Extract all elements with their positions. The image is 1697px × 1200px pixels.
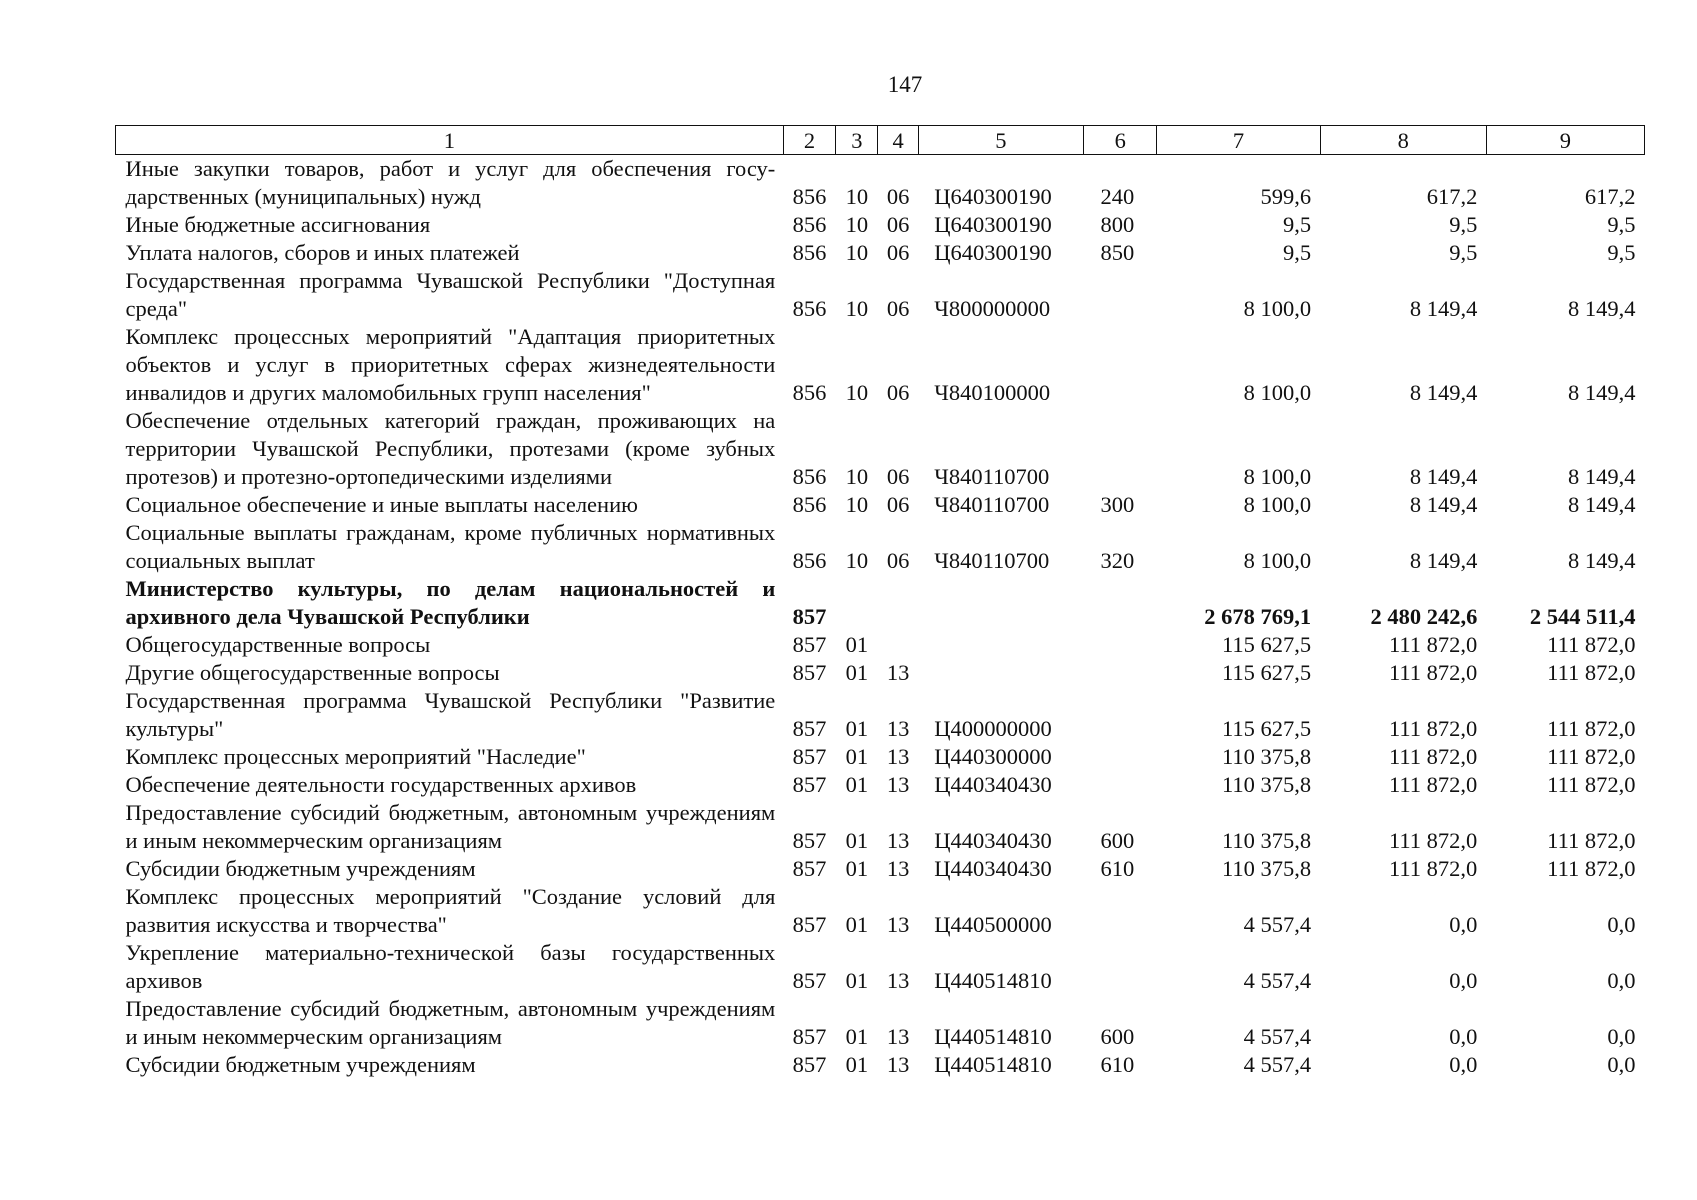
row-value-8: 9,5 [1449,240,1478,265]
row-code-5: Ц440500000 [934,912,1052,937]
table-row [116,155,1645,212]
row-code-4: 06 [886,492,910,517]
row-code-2: 857 [792,604,827,629]
row-value-7: 4 557,4 [1243,968,1312,993]
row-value-7: 115 627,5 [1221,716,1312,741]
row-value-9: 617,2 [1584,184,1636,209]
row-code-2: 857 [792,828,827,853]
row-name: Общегосударственные вопросы [125,632,431,657]
row-code-6: 800 [1100,212,1135,237]
row-code-4: 06 [886,296,910,321]
row-value-9: 0,0 [1607,968,1636,993]
row-code-4: 13 [886,828,910,853]
table-row [116,939,1645,995]
row-code-5: Ц440514810 [934,1052,1052,1077]
table-row [116,743,1645,771]
row-code-6: 850 [1100,240,1135,265]
row-code-5 [918,575,1083,631]
row-value-9: 8 149,4 [1568,548,1636,573]
row-code-5: Ц640300190 [934,184,1052,209]
row-name: Иные бюджетные ассигнования [125,212,431,237]
row-code-3: 01 [845,968,869,993]
table-row [116,575,1645,631]
row-value-9: 2 544 511,4 [1529,604,1636,629]
row-code-2: 857 [792,912,827,937]
row-name: Укрепление материально-технической базы государственных архивов [125,940,776,993]
table-row [116,995,1645,1051]
column-header: 7 [1157,126,1320,155]
row-value-8: 111 872,0 [1388,772,1478,797]
row-name: Субсидии бюджетным учреждениям [125,1052,476,1077]
row-code-4: 06 [886,240,910,265]
row-code-4 [878,631,918,659]
table-row [116,239,1645,267]
row-code-2: 857 [792,772,827,797]
row-value-7: 110 375,8 [1221,772,1312,797]
table-row [116,883,1645,939]
row-value-7: 8 100,0 [1243,548,1312,573]
row-value-9: 0,0 [1607,1024,1636,1049]
row-name: Обеспечение деятельности государственных архивов [125,772,637,797]
row-code-3: 01 [845,744,869,769]
row-value-7: 8 100,0 [1243,464,1312,489]
row-value-7: 4 557,4 [1243,1024,1312,1049]
table-row [116,631,1645,659]
row-code-3: 01 [845,632,869,657]
row-code-2: 856 [792,296,827,321]
row-code-6 [1083,407,1157,491]
row-value-7: 115 627,5 [1221,660,1312,685]
row-value-9: 9,5 [1607,240,1636,265]
row-code-4: 13 [886,912,910,937]
row-code-4: 06 [886,464,910,489]
row-code-2: 857 [792,856,827,881]
row-code-5: Ц440340430 [934,856,1052,881]
row-code-5: Ц640300190 [934,240,1052,265]
row-code-4: 13 [886,968,910,993]
column-header: 2 [783,126,835,155]
row-value-8: 111 872,0 [1388,856,1478,881]
table-row [116,799,1645,855]
row-value-8: 111 872,0 [1388,660,1478,685]
row-code-3: 01 [845,660,869,685]
row-code-5 [918,659,1083,687]
row-code-3: 01 [845,716,869,741]
row-name: Комплекс процессных мероприятий "Адаптация приоритетных объектов и услуг в приоритетных сферах жизнедеятельности инвалидов и других маломобильных групп населения" [125,324,776,405]
row-code-2: 856 [792,464,827,489]
row-code-6: 240 [1100,184,1135,209]
row-value-8: 617,2 [1426,184,1478,209]
row-code-6 [1083,743,1157,771]
table-row [116,519,1645,575]
column-header: 4 [878,126,918,155]
row-code-2: 856 [792,548,827,573]
column-header: 5 [918,126,1083,155]
row-code-5: Ц440514810 [934,1024,1052,1049]
row-name: Государственная программа Чувашской Республики "Развитие культуры" [125,688,776,741]
row-value-8: 111 872,0 [1388,828,1478,853]
row-value-7: 8 100,0 [1243,380,1312,405]
row-code-4: 13 [886,1024,910,1049]
row-code-3: 01 [845,1052,869,1077]
row-value-7: 8 100,0 [1243,296,1312,321]
row-value-7: 2 678 769,1 [1204,604,1312,629]
row-code-2: 857 [792,968,827,993]
row-value-8: 2 480 242,6 [1370,604,1478,629]
row-value-7: 110 375,8 [1221,856,1312,881]
row-value-7: 4 557,4 [1243,1052,1312,1077]
table-row [116,659,1645,687]
row-code-3: 01 [845,772,869,797]
row-value-8: 0,0 [1449,1024,1478,1049]
row-value-8: 8 149,4 [1409,296,1478,321]
row-code-3: 01 [845,912,869,937]
row-code-6 [1083,883,1157,939]
row-name: Иные закупки товаров, работ и услуг для обеспечения государственных (муниципальных) нужд [125,156,776,209]
row-value-7: 8 100,0 [1243,492,1312,517]
row-value-9: 111 872,0 [1547,716,1636,741]
row-name: Обеспечение отдельных категорий граждан, проживающих на территории Чувашской Республики, протезами (кроме зубных протезов) и протезно-ортопедическими изделиями [125,408,776,489]
row-name: Другие общегосударственные вопросы [125,660,500,685]
row-value-9: 111 872,0 [1547,660,1636,685]
row-value-8: 0,0 [1449,912,1478,937]
row-value-8: 8 149,4 [1409,548,1478,573]
row-code-3: 10 [845,296,869,321]
row-code-6: 600 [1100,828,1135,853]
row-code-4: 13 [886,744,910,769]
page-number: 147 [887,72,923,97]
table-row [116,491,1645,519]
row-name: Социальные выплаты гражданам, кроме публичных нормативных социальных выплат [125,520,776,573]
row-code-3: 10 [845,548,869,573]
row-name: Предоставление субсидий бюджетным, автономным учреждениям и иным некоммерческим организациям [125,800,776,853]
row-code-6: 600 [1100,1024,1135,1049]
row-code-5: Ц440300000 [934,744,1052,769]
budget-table [115,125,1645,1079]
row-code-3: 01 [845,828,869,853]
row-code-3: 10 [845,464,869,489]
table-row [116,771,1645,799]
row-value-8: 111 872,0 [1388,744,1478,769]
row-value-9: 9,5 [1607,212,1636,237]
table-row [116,407,1645,491]
row-code-6 [1083,575,1157,631]
row-code-4: 13 [886,1052,910,1077]
row-value-8: 0,0 [1449,1052,1478,1077]
row-value-9: 8 149,4 [1568,492,1636,517]
row-value-9: 111 872,0 [1547,828,1636,853]
row-name: Предоставление субсидий бюджетным, автономным учреждениям и иным некоммерческим организациям [125,996,776,1049]
row-name: Министерство культуры, по делам национальностей и архивного дела Чувашской Республики [125,576,776,629]
row-name: Комплекс процессных мероприятий "Создание условий для развития искусства и творчества" [125,884,776,937]
table-row [116,323,1645,407]
row-code-3: 10 [845,240,869,265]
row-value-8: 8 149,4 [1409,492,1478,517]
table-body [116,155,1645,1080]
row-value-7: 599,6 [1260,184,1312,209]
row-code-5: Ч840100000 [934,380,1051,405]
row-value-9: 0,0 [1607,1052,1636,1077]
row-value-7: 9,5 [1283,240,1312,265]
row-code-5: Ц440340430 [934,772,1052,797]
row-code-2: 856 [792,184,827,209]
row-code-6 [1083,939,1157,995]
row-code-6 [1083,267,1157,323]
column-header: 9 [1486,126,1644,155]
table-row [116,267,1645,323]
row-value-9: 0,0 [1607,912,1636,937]
row-code-5: Ч800000000 [934,296,1051,321]
row-code-5: Ц400000000 [934,716,1052,741]
row-code-2: 857 [792,1052,827,1077]
row-value-9: 8 149,4 [1568,380,1636,405]
row-code-2: 856 [792,212,827,237]
row-code-4: 13 [886,660,910,685]
row-code-5: Ч840110700 [934,492,1050,517]
row-code-6: 300 [1100,492,1135,517]
row-value-8: 8 149,4 [1409,464,1478,489]
row-code-2: 856 [792,492,827,517]
row-code-4: 06 [886,380,910,405]
row-value-8: 8 149,4 [1409,380,1478,405]
row-code-6 [1083,631,1157,659]
row-code-2: 856 [792,380,827,405]
row-code-6 [1083,687,1157,743]
row-code-5: Ц440514810 [934,968,1052,993]
row-code-6 [1083,659,1157,687]
row-name: Субсидии бюджетным учреждениям [125,856,476,881]
row-code-4: 06 [886,212,910,237]
row-code-6 [1083,771,1157,799]
table-header-row [116,126,1645,155]
row-value-8: 9,5 [1449,212,1478,237]
table-row [116,687,1645,743]
row-code-3: 01 [845,856,869,881]
row-value-7: 4 557,4 [1243,912,1312,937]
row-code-2: 857 [792,1024,827,1049]
table-row [116,1051,1645,1079]
row-value-8: 111 872,0 [1388,632,1478,657]
row-code-4 [878,575,918,631]
row-code-4: 13 [886,772,910,797]
row-code-4: 06 [886,184,910,209]
row-code-6: 320 [1100,548,1135,573]
column-header: 3 [836,126,878,155]
row-value-9: 8 149,4 [1568,296,1636,321]
row-value-8: 0,0 [1449,968,1478,993]
row-value-7: 9,5 [1283,212,1312,237]
row-value-9: 111 872,0 [1547,856,1636,881]
column-header: 6 [1083,126,1157,155]
row-value-7: 115 627,5 [1221,632,1312,657]
column-header: 1 [116,126,784,155]
row-value-9: 111 872,0 [1547,772,1636,797]
row-value-7: 110 375,8 [1221,828,1312,853]
row-value-9: 111 872,0 [1547,632,1636,657]
row-code-5: Ч840110700 [934,548,1050,573]
row-code-3: 10 [845,492,869,517]
row-code-3: 01 [845,1024,869,1049]
row-code-4: 13 [886,856,910,881]
row-code-5: Ц440340430 [934,828,1052,853]
row-code-5: Ч840110700 [934,464,1050,489]
row-code-4: 13 [886,716,910,741]
row-code-4: 06 [886,548,910,573]
row-code-3: 10 [845,212,869,237]
row-code-6 [1083,323,1157,407]
row-code-3: 10 [845,380,869,405]
row-code-2: 857 [792,716,827,741]
table-row [116,855,1645,883]
row-name: Социальное обеспечение и иные выплаты населению [125,492,638,517]
row-code-2: 856 [792,240,827,265]
table-row [116,211,1645,239]
row-value-7: 110 375,8 [1221,744,1312,769]
row-code-2: 857 [792,632,827,657]
row-code-6: 610 [1100,856,1135,881]
row-value-8: 111 872,0 [1388,716,1478,741]
column-header: 8 [1320,126,1486,155]
row-code-5 [918,631,1083,659]
row-name: Уплата налогов, сборов и иных платежей [125,240,520,265]
row-value-9: 8 149,4 [1568,464,1636,489]
row-code-5: Ц640300190 [934,212,1052,237]
row-value-9: 111 872,0 [1547,744,1636,769]
row-code-6: 610 [1100,1052,1135,1077]
row-name: Комплекс процессных мероприятий "Наследие" [125,744,586,769]
row-code-2: 857 [792,660,827,685]
row-code-3: 10 [845,184,869,209]
row-code-3 [836,575,878,631]
row-code-2: 857 [792,744,827,769]
row-name: Государственная программа Чувашской Республики "Доступная среда" [125,268,776,321]
